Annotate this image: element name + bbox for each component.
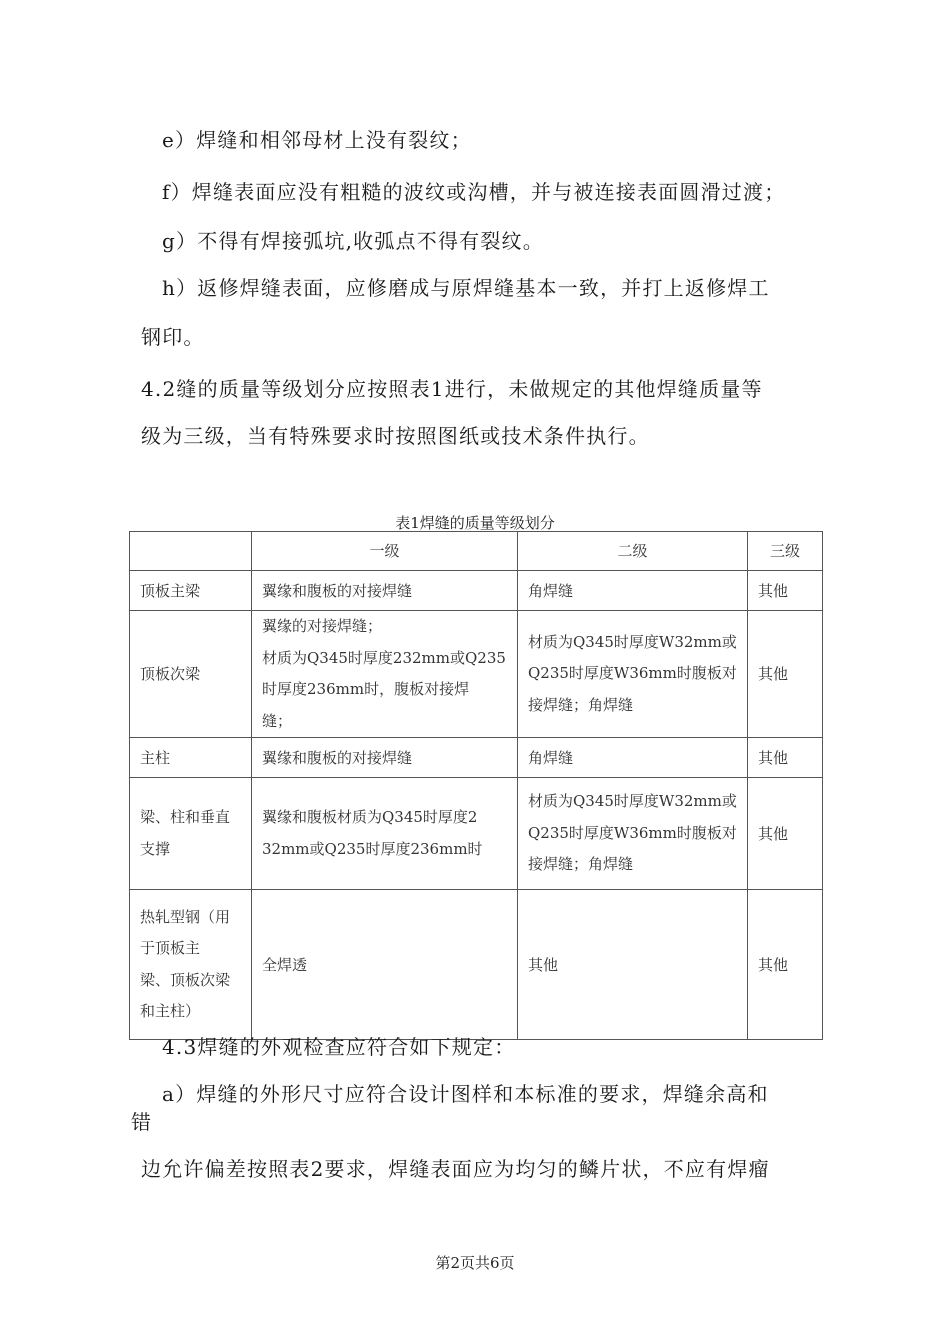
cell-line: 时厚度236mm时，腹板对接焊 <box>262 680 470 698</box>
cell-line: 翼缘和腹板材质为Q345时厚度2 <box>262 808 478 826</box>
table-cell-component <box>130 571 252 611</box>
cell-line: 主柱 <box>140 748 171 767</box>
item-a-line2: 错 <box>131 1110 153 1134</box>
cell-line: 支撑 <box>140 839 171 858</box>
cell-line: 材质为Q345时厚度W32mm或 <box>528 792 737 811</box>
table-cell-grade-3 <box>748 890 823 1040</box>
page-footer: 第2页共6页 <box>435 1254 515 1272</box>
table-cell-grade-1 <box>252 571 518 611</box>
item-f: f）焊缝表面应没有粗糙的波纹或沟槽，并与被连接表面圆滑过渡； <box>162 180 786 204</box>
cell-line: 其他 <box>758 824 789 843</box>
cell-line: 和主柱） <box>140 1002 201 1020</box>
table-cell-component <box>130 738 252 778</box>
cell-line: 其他 <box>758 665 789 683</box>
table-row <box>130 571 823 611</box>
cell-line: 缝； <box>262 711 293 730</box>
table-cell-component <box>130 890 252 1040</box>
cell-line: 其他 <box>758 581 789 600</box>
cell-line: 接焊缝；角焊缝 <box>528 695 634 714</box>
table-row <box>130 890 823 1040</box>
item-h-line1: h）返修焊缝表面，应修磨成与原焊缝基本一致，并打上返修焊工 <box>162 276 770 300</box>
table-cell-grade-1 <box>252 890 518 1040</box>
cell-line: 顶板次梁 <box>140 665 201 683</box>
cell-line: 翼缘和腹板的对接焊缝 <box>262 581 413 600</box>
cell-line: 其他 <box>758 748 789 767</box>
table-cell-grade-3 <box>748 571 823 611</box>
table-cell-component <box>130 611 252 738</box>
table-cell-grade-2 <box>518 778 748 890</box>
cell-line: 材质为Q345时厚度W32mm或 <box>528 632 737 651</box>
header-cell-empty <box>130 532 252 571</box>
clause-4-3: 4.3焊缝的外观检查应符合如下规定： <box>162 1035 516 1059</box>
item-a-line1: a）焊缝的外形尺寸应符合设计图样和本标准的要求，焊缝余高和 <box>162 1082 769 1106</box>
table-cell-grade-1 <box>252 611 518 738</box>
cell-line: 其他 <box>528 955 559 974</box>
table-cell-grade-3 <box>748 611 823 738</box>
table-row <box>130 738 823 778</box>
header-cell-grade-3: 三级 <box>748 532 823 571</box>
cell-line: 于顶板主 <box>140 939 201 957</box>
item-g: g）不得有焊接弧坑,收弧点不得有裂纹。 <box>162 229 544 253</box>
item-e: e）焊缝和相邻母材上没有裂纹； <box>162 128 472 152</box>
table-cell-grade-2 <box>518 738 748 778</box>
cell-line: 32mm或Q235时厚度236mm时 <box>262 839 483 858</box>
table-header-row <box>130 532 823 571</box>
table-cell-grade-2 <box>518 890 748 1040</box>
cell-line: 翼缘和腹板的对接焊缝 <box>262 748 413 767</box>
table-cell-component <box>130 778 252 890</box>
table-cell-grade-2 <box>518 611 748 738</box>
cell-line: 全焊透 <box>262 955 308 974</box>
table-cell-grade-3 <box>748 738 823 778</box>
weld-grade-table <box>129 531 823 1040</box>
cell-line: 角焊缝 <box>528 748 574 767</box>
cell-line: Q235时厚度W36mm时腹板对 <box>528 823 737 842</box>
cell-line: 热轧型钢（用 <box>140 907 231 926</box>
header-cell-grade-2: 二级 <box>518 532 748 571</box>
clause-4-2-line1: 4.2缝的质量等级划分应按照表1进行，未做规定的其他焊缝质量等 <box>141 377 763 401</box>
item-h-line2: 钢印。 <box>141 325 205 349</box>
cell-line: 角焊缝 <box>528 581 574 600</box>
cell-line: 顶板主梁 <box>140 581 201 600</box>
table-row <box>130 778 823 890</box>
cell-line: 材质为Q345时厚度232mm或Q235 <box>262 648 506 667</box>
table-cell-grade-2 <box>518 571 748 611</box>
cell-line: 其他 <box>758 955 789 974</box>
table-caption: 表1焊缝的质量等级划分 <box>395 514 555 532</box>
table-cell-grade-1 <box>252 738 518 778</box>
table-cell-grade-3 <box>748 778 823 890</box>
header-cell-grade-1: 一级 <box>252 532 518 571</box>
clause-4-2-line2: 级为三级，当有特殊要求时按照图纸或技术条件执行。 <box>141 424 650 448</box>
cell-line: 接焊缝；角焊缝 <box>528 855 634 874</box>
table-row <box>130 611 823 738</box>
cell-line: 梁、柱和垂直 <box>140 808 231 826</box>
cell-line: Q235时厚度W36mm时腹板对 <box>528 664 737 683</box>
item-a-line3: 边允许偏差按照表2要求，焊缝表面应为均匀的鳞片状，不应有焊瘤 <box>141 1157 770 1181</box>
table-cell-grade-1 <box>252 778 518 890</box>
cell-line: 梁、顶板次梁 <box>140 970 231 989</box>
cell-line: 翼缘的对接焊缝； <box>262 617 383 635</box>
